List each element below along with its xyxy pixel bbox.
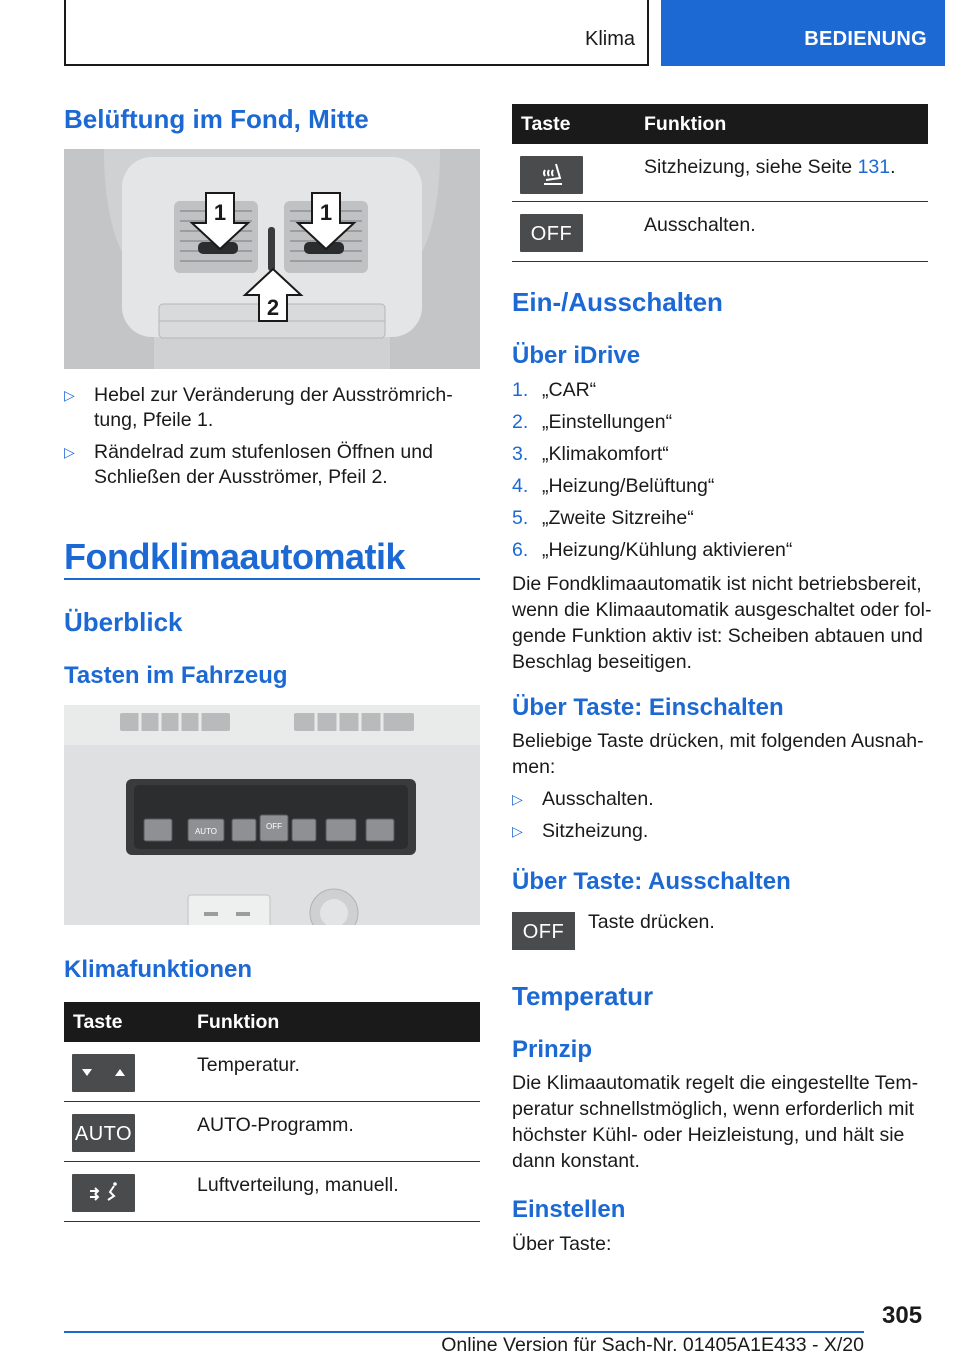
temp-arrows-icon	[72, 1054, 135, 1092]
section-title-vent: Belüftung im Fond, Mitte	[64, 104, 369, 134]
table-row	[64, 1102, 480, 1162]
key-on-text: Beliebige Taste drücken, mit folgenden Ausnah-men:	[512, 730, 924, 778]
col-header-function: Funktion	[644, 113, 727, 135]
footer-rule	[64, 1331, 864, 1333]
functions-title: Klimafunktionen	[64, 956, 253, 983]
step-text: „Heizung/Belüftung“	[542, 475, 715, 497]
arrow-label-1a: 1	[213, 200, 227, 225]
off-key[interactable]	[520, 214, 583, 252]
step-number: 3.	[512, 443, 529, 465]
table-header	[64, 1002, 480, 1042]
idrive-title: Über iDrive	[512, 342, 641, 369]
col-header-key: Taste	[521, 113, 571, 135]
exception-item	[512, 819, 932, 847]
arrow-label-1b: 1	[319, 200, 333, 225]
page-number: 305	[882, 1302, 923, 1329]
triangle-bullet-icon: ▷	[64, 387, 75, 403]
col-header-key: Taste	[73, 1011, 123, 1033]
step-number: 5.	[512, 507, 529, 529]
rear-functions-table	[512, 104, 928, 262]
auto-key-label: AUTO	[74, 1123, 133, 1145]
seat-heating-icon	[520, 156, 583, 194]
step-number: 2.	[512, 411, 529, 433]
header-section: BEDIENUNG	[804, 28, 927, 50]
table-row	[64, 1042, 480, 1102]
key-on-title: Über Taste: Einschalten	[512, 694, 784, 721]
step-number: 4.	[512, 475, 529, 497]
step-text: „CAR“	[542, 379, 597, 401]
off-key[interactable]	[512, 912, 575, 950]
figure-rear-vents	[64, 149, 480, 369]
overview-title: Überblick	[64, 607, 183, 637]
buttons-title: Tasten im Fahrzeug	[64, 662, 288, 689]
table-row	[64, 1162, 480, 1222]
bullet-lever	[64, 383, 484, 437]
triangle-bullet-icon: ▷	[512, 823, 523, 839]
principle-text: Die Klimaautomatik regelt die eingestellte Tem-peratur schnellstmöglich, wenn erforderlich mit höchster Kühl- oder Heizleistung, und hält sie dann konstant.	[512, 1072, 919, 1172]
step-text: „Zweite Sitzreihe“	[542, 507, 694, 529]
function-text-before: Sitzheizung, siehe Seite	[644, 156, 858, 178]
auto-key[interactable]	[72, 1114, 135, 1152]
triangle-bullet-icon: ▷	[64, 444, 75, 460]
chapter-title: Fondklimaautomatik	[64, 536, 406, 577]
bullet-wheel	[64, 440, 484, 494]
exception-item	[512, 787, 932, 815]
arrow-label-2: 2	[266, 295, 280, 320]
function-text-after: .	[890, 156, 896, 178]
header-chapter: Klima	[584, 28, 635, 50]
function-text: Ausschalten.	[644, 214, 756, 236]
settings-title: Einstellen	[512, 1196, 626, 1223]
bullet-wheel-text: Rändelrad zum stufenlosen Öffnen und Schließen der Ausströmer, Pfeil 2.	[94, 441, 433, 488]
air-distribution-icon	[72, 1174, 135, 1212]
col-header-function: Funktion	[197, 1011, 280, 1033]
function-text: AUTO-Programm.	[197, 1114, 354, 1136]
step-text: „Heizung/Kühlung aktivieren“	[542, 539, 793, 561]
header-section-box	[661, 0, 945, 66]
seat-heating-key[interactable]	[520, 156, 583, 194]
step-number: 6.	[512, 539, 529, 561]
onoff-title: Ein-/Ausschalten	[512, 287, 723, 317]
page-link-131[interactable]: 131	[857, 156, 891, 178]
temperature-keys[interactable]	[72, 1054, 135, 1092]
settings-text: Über Taste:	[512, 1233, 612, 1255]
key-off-title: Über Taste: Ausschalten	[512, 868, 791, 895]
off-key-label: OFF	[522, 921, 565, 943]
online-version: Online Version für Sach-Nr. 01405A1E433 - X/20	[441, 1334, 864, 1356]
availability-note: Die Fondklimaautomatik ist nicht betriebsbereit, wenn die Klimaautomatik ausgeschaltet oder fol-gende Funktion aktiv ist: Scheiben abtauen und Beschlag beseitigen.	[512, 573, 932, 673]
temperature-title: Temperatur	[512, 981, 654, 1011]
function-text	[644, 156, 896, 179]
header-chapter-box	[64, 0, 649, 66]
climate-functions-table	[64, 1002, 480, 1220]
table-row	[512, 144, 928, 202]
bullet-lever-text: Hebel zur Veränderung der Ausströmrich-tung, Pfeile 1.	[94, 384, 453, 431]
air-distribution-key[interactable]	[72, 1174, 135, 1212]
principle-title: Prinzip	[512, 1036, 593, 1063]
panel-auto-label: AUTO	[194, 827, 218, 836]
step-number: 1.	[512, 379, 529, 401]
table-header	[512, 104, 928, 144]
exception-text: Ausschalten.	[542, 788, 654, 810]
panel-off-label: OFF	[266, 822, 282, 831]
table-row	[512, 202, 928, 262]
chapter-rule	[64, 578, 480, 580]
function-text: Temperatur.	[197, 1054, 300, 1076]
triangle-bullet-icon: ▷	[512, 791, 523, 807]
key-off-text: Taste drücken.	[588, 911, 715, 933]
function-text: Luftverteilung, manuell.	[197, 1174, 399, 1196]
figure-rear-panel	[64, 705, 480, 925]
off-key-label: OFF	[530, 223, 573, 245]
step-text: „Klimakomfort“	[542, 443, 669, 465]
step-text: „Einstellungen“	[542, 411, 673, 433]
exception-text: Sitzheizung.	[542, 820, 649, 842]
